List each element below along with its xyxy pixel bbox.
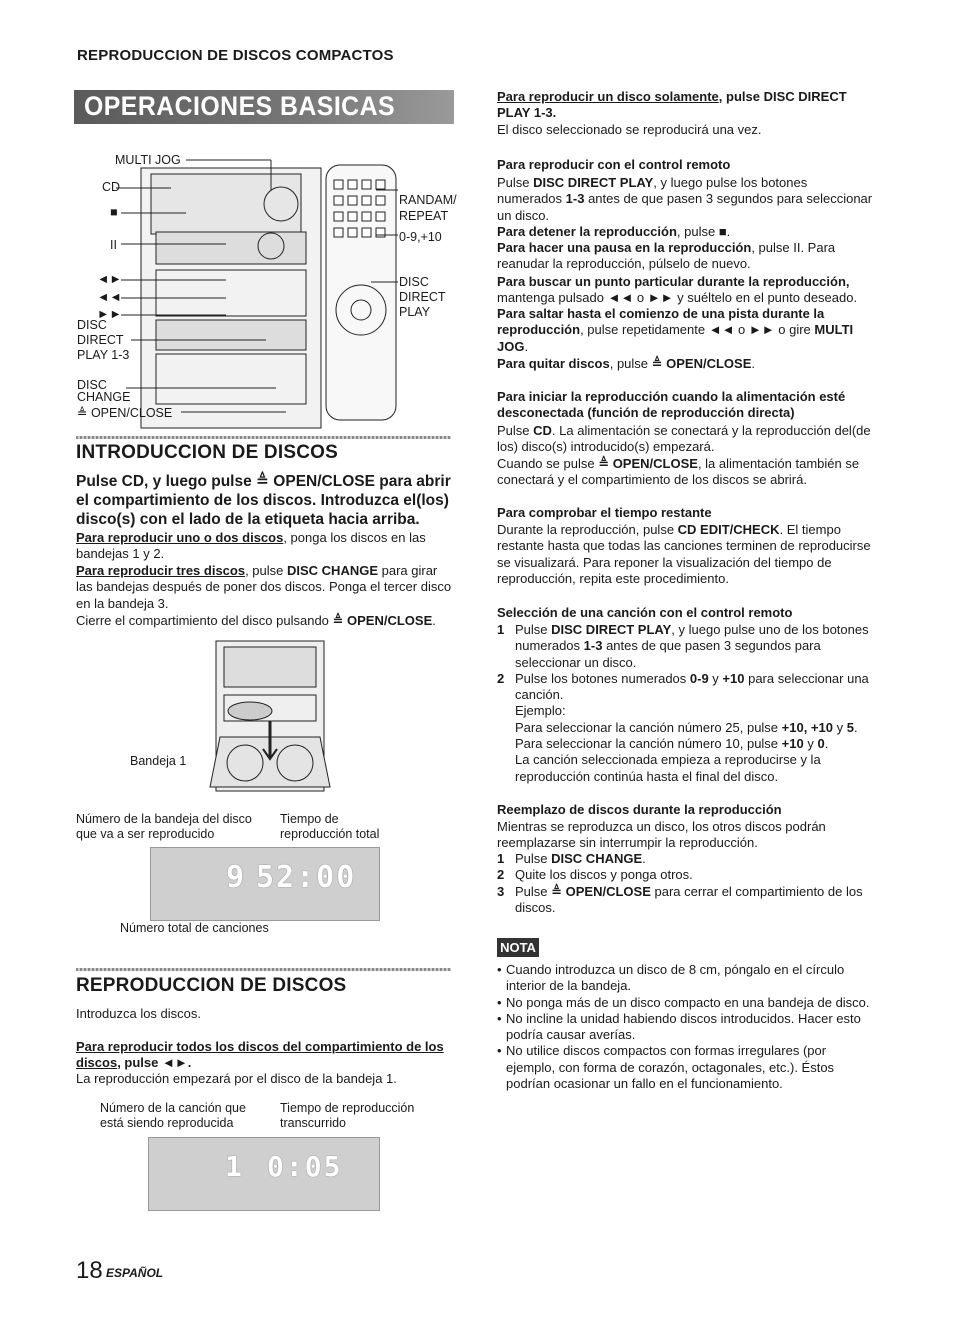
- label-numbers: 0-9,+10: [399, 230, 442, 244]
- notes-list: [497, 962, 875, 1092]
- right-s11-text: Mientras se reproduzca un disco, los otros discos podrán reemplazarse sin interrumpir la reproducción.: [497, 819, 826, 851]
- divider: [76, 968, 451, 971]
- right-s8-heading: Para iniciar la reproducción cuando la alimentación esté desconectada (función de reproducción directa): [497, 389, 846, 421]
- display-time: 0:05: [267, 1150, 343, 1183]
- label-multi-jog: MULTI JOG: [115, 153, 181, 167]
- right-s5: Para buscar un punto particular durante la reproducción, mantenga pulsado ◄◄ o ►► y suéltelo en el punto deseado.: [497, 274, 858, 306]
- right-s11-heading: Reemplazo de discos durante la reproducción: [497, 802, 782, 817]
- repro-p2: Para reproducir todos los discos del compartimiento de los discos, pulse ◄►.: [76, 1039, 444, 1071]
- label-direct: DIRECT: [77, 333, 124, 347]
- section-banner: [74, 90, 454, 124]
- display-track: 1: [225, 1150, 244, 1183]
- section-header: REPRODUCCION DE DISCOS COMPACTOS: [77, 47, 394, 64]
- caption-total-tracks: Número total de canciones: [120, 921, 269, 935]
- step: 2 Quite los discos y ponga otros.: [497, 867, 693, 883]
- label-open-close: ≜ OPEN/CLOSE: [77, 406, 173, 420]
- caption-disc-number: Número de la bandeja del disco que va a ser reproducido: [76, 812, 252, 841]
- step: 1 Pulse DISC DIRECT PLAY, y luego pulse uno de los botones numerados 1-3 antes de que pasen 3 segundos para seleccionar un disco.: [497, 622, 869, 670]
- label-rewind: ◄◄: [97, 290, 122, 304]
- right-s2-heading: Para reproducir con el control remoto: [497, 157, 731, 172]
- label-forward: ►►: [97, 307, 122, 321]
- step: 3 Pulse ≜ OPEN/CLOSE para cerrar el compartimiento de los discos.: [497, 883, 863, 915]
- right-s9-heading: Para comprobar el tiempo restante: [497, 505, 712, 520]
- label-change: CHANGE: [77, 390, 131, 404]
- right-s2: Pulse DISC DIRECT PLAY, y luego pulse los botones numerados 1-3 antes de que pasen 3 segundos para seleccionar un disco.: [497, 175, 873, 223]
- right-s9: Durante la reproducción, pulse CD EDIT/CHECK. El tiempo restante hasta que todas las canciones terminen de reproducirse se visualizará. Para reponer la visualización del tiempo de reproducción, repita este procedimiento.: [497, 522, 871, 586]
- caption-elapsed-time: Tiempo de reproducción transcurrido: [280, 1101, 415, 1130]
- label-cd: CD: [102, 180, 121, 194]
- label-random: RANDAM/: [399, 193, 457, 207]
- intro-lead: Pulse CD, y luego pulse ≜ OPEN/CLOSE para abrir el compartimiento de los discos. Introduzca el(los) disco(s) con el lado de la etiqueta hacia arriba.: [76, 473, 451, 528]
- repro-p1: Introduzca los discos.: [76, 1006, 202, 1021]
- banner-title: OPERACIONES BASICAS: [84, 91, 396, 121]
- label-play13: PLAY 1-3: [77, 348, 130, 362]
- intro-p3: Cierre el compartimiento del disco pulsando ≜ OPEN/CLOSE.: [76, 613, 436, 628]
- right-s8: Pulse CD. La alimentación se conectará y la reproducción del(de los) disco(s) introducido(s) empezará. Cuando se pulse ≜ OPEN/CLOSE, la alimentación también se conectará y el compartimiento de los discos se abrirá.: [497, 423, 871, 487]
- label-disc2: DISC: [77, 378, 107, 392]
- page-language: ESPAÑOL: [106, 1266, 164, 1280]
- tray-diagram: [200, 637, 340, 797]
- page-number: 18: [76, 1257, 103, 1284]
- right-s7: Para quitar discos, pulse ≜ OPEN/CLOSE.: [497, 356, 756, 371]
- label-pause: II: [110, 238, 117, 252]
- intro-p1: Para reproducir uno o dos discos, ponga los discos en las bandejas 1 y 2.: [76, 530, 426, 562]
- note-item: • No ponga más de un disco compacto en una bandeja de disco.: [497, 995, 875, 1011]
- repro-title: REPRODUCCION DE DISCOS: [76, 975, 347, 996]
- right-s10-heading: Selección de una canción con el control remoto: [497, 605, 793, 620]
- display-elapsed: [148, 1137, 380, 1211]
- note-item: • No incline la unidad habiendo discos introducidos. Hacer esto podría causar averías.: [497, 1011, 875, 1044]
- right-s4: Para hacer una pausa en la reproducción, pulse II. Para reanudar la reproducción, púlselo de nuevo.: [497, 240, 836, 272]
- label-disc: DISC: [77, 318, 107, 332]
- right-s6: Para saltar hasta el comienzo de una pista durante la reproducción, pulse repetidamente ◄◄ o ►► o gire MULTI JOG.: [497, 306, 854, 354]
- label-r-direct: DIRECT: [399, 290, 446, 304]
- repro-p3: La reproducción empezará por el disco de la bandeja 1.: [76, 1071, 397, 1086]
- right-s1: Para reproducir un disco solamente, pulse DISC DIRECT PLAY 1-3. El disco seleccionado se reproducirá una vez.: [497, 89, 847, 137]
- divider: [76, 436, 451, 439]
- display-total: [150, 847, 380, 921]
- caption-total-time: Tiempo de reproducción total: [280, 812, 380, 841]
- label-play: ◄►: [97, 272, 122, 286]
- intro-p2: Para reproducir tres discos, pulse DISC CHANGE para girar las bandejas después de poner dos discos. Ponga el tercer disco en la bandeja 3.: [76, 563, 452, 611]
- right-s11-steps: [497, 851, 875, 916]
- label-repeat: REPEAT: [399, 209, 449, 223]
- display-disc-count: 9: [226, 860, 247, 895]
- label-stop: ■: [110, 205, 118, 219]
- step: 1 Pulse DISC CHANGE.: [497, 851, 646, 866]
- note-item: • No utilice discos compactos con formas irregulares (por ejemplo, con forma de corazón, octagonales, etc.). Éstos podrían ocasionar un fallo en el funcionamiento.: [497, 1043, 875, 1092]
- display-total-time: 52:00: [256, 860, 357, 895]
- label-r-play: PLAY: [399, 305, 431, 319]
- intro-title: INTRODUCCION DE DISCOS: [76, 442, 338, 463]
- tray-label: Bandeja 1: [130, 754, 187, 768]
- right-s10-steps: [497, 622, 875, 785]
- note-item: • Cuando introduzca un disco de 8 cm, póngalo en el círculo interior de la bandeja.: [497, 962, 875, 995]
- caption-track-number: Número de la canción que está siendo reproducida: [100, 1101, 246, 1130]
- nota-badge: NOTA: [497, 938, 539, 957]
- label-r-disc: DISC: [399, 275, 429, 289]
- right-s3: Para detener la reproducción, pulse ■.: [497, 224, 731, 239]
- step: 2 Pulse los botones numerados 0-9 y +10 para seleccionar una canción. Ejemplo: Para seleccionar la canción número 25, pulse +10, +10 y 5. Para seleccionar la canción número 10, pulse +10 y 0. La canción seleccionada empieza a reproducirse y la reproducción continúa hasta el final del disco.: [497, 670, 869, 784]
